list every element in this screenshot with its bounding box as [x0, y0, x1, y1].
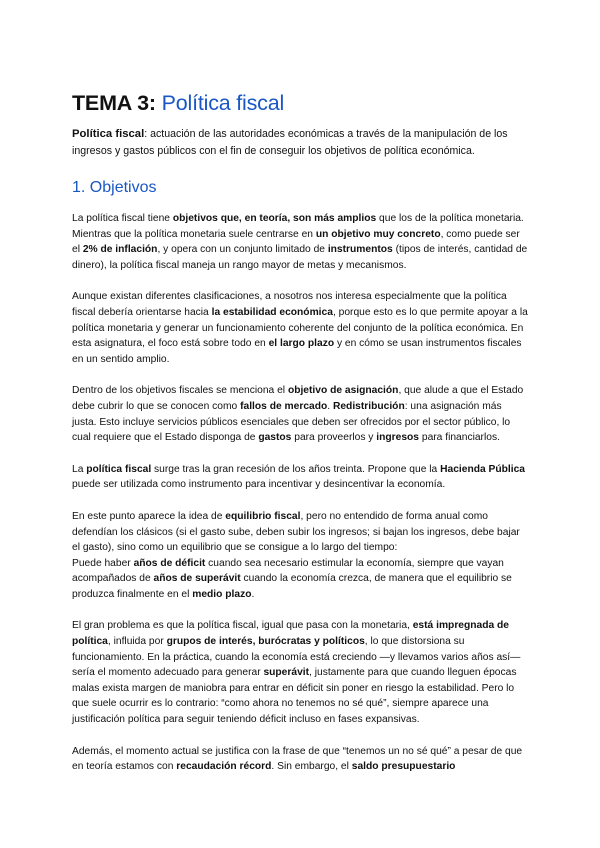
definition-term: Política fiscal [72, 128, 145, 140]
text-run: (tipos de interés, cantidad de dinero), la política fiscal maneja un rango mayor de metas y mecanismos. [72, 244, 528, 271]
bold-text: grupos de interés, burócratas y políticos [166, 636, 365, 648]
bold-text: objetivo de asignación [287, 385, 399, 397]
bold-text: objetivos que, en teoría, son más amplios [172, 213, 377, 224]
text-run: , porque esto es lo que permite apoyar a la política monetaria y generar un funcionamiento coherente del conjunto de la política económica. En esta asignatura, el foco está sobre todo en [72, 306, 528, 350]
section-body [72, 211, 528, 791]
definition-paragraph [72, 126, 528, 160]
body-paragraph [72, 509, 528, 603]
text-run: que los de la política monetaria. Mientras que la política monetaria suele centrarse en [72, 213, 524, 240]
text-run: Además, el momento actual se justifica con la frase de que “tenemos un no sé qué” a pesar de que en teoría estamos con [72, 745, 523, 773]
bold-text: Redistribución [332, 400, 405, 412]
text-run: , influida por [107, 636, 167, 648]
bold-text: equilibrio fiscal [225, 510, 301, 522]
text-run: Puede haber [72, 557, 134, 569]
bold-text: el largo plazo [268, 338, 335, 350]
text-run: puede ser utilizada como instrumento para incentivar y desincentivar la economía. [72, 479, 446, 491]
body-paragraph [72, 289, 528, 367]
bold-text: recaudación récord [176, 761, 272, 773]
text-run: La [72, 463, 87, 475]
text-run: cuando sea necesario estimular la economía, siempre que vayan acompañados de [72, 557, 504, 585]
text-run: En este punto aparece la idea de [72, 510, 226, 522]
text-run: Aunque existan diferentes clasificaciones, a nosotros nos interesa especialmente que la política fiscal debería orientarse hacia [72, 291, 507, 318]
bold-text: un objetivo muy concreto [315, 228, 441, 240]
text-run: . [251, 588, 255, 600]
body-paragraph [72, 618, 528, 727]
text-run: para financiarlos. [419, 432, 500, 444]
bold-text: la estabilidad económica [211, 306, 333, 318]
title-prefix: TEMA 3: [72, 91, 156, 115]
text-run: . Sin embargo, el [271, 761, 352, 773]
text-run: para proveerlos y [291, 432, 377, 444]
title-topic: Política fiscal [161, 91, 285, 115]
body-paragraph [72, 383, 528, 445]
bold-text: ingresos [376, 432, 420, 444]
body-paragraph [72, 211, 528, 273]
body-paragraph [72, 462, 528, 493]
bold-text: gastos [258, 432, 292, 444]
bold-text: instrumentos [327, 244, 393, 256]
text-run: , pero no entendido de forma anual como defendían los clásicos (si el gasto sube, deben subir los ingresos; si bajan los ingresos, debe bajar el gasto), sino como un equilibrio que se consigue a lo largo del tiempo: [72, 510, 520, 554]
text-run: surge tras la gran recesión de los años treinta. Propone que la [151, 463, 441, 475]
text-run: , justamente para que cuando lleguen épocas malas exista margen de maniobra para entrar en déficit sin poner en riesgo la estabilidad. Pero lo que suele ocurrir es lo contrario: “como ahora no tenemos no sé qué”, siempre aparece una justificación política para seguir teniendo déficit incluso en fases expansivas. [72, 667, 517, 726]
bold-text: saldo presupuestario [351, 761, 456, 773]
bold-text: medio plazo [192, 588, 252, 600]
text-run: El gran problema es que la política fiscal, igual que pasa con la monetaria, [72, 620, 413, 632]
text-run: cuando la economía crezca, de manera que el equilibrio se produzca finalmente en el [72, 573, 512, 600]
body-paragraph [72, 744, 528, 775]
bold-text: Hacienda Pública [440, 463, 525, 475]
text-run: . [327, 400, 333, 412]
section-heading: 1. Objetivos [72, 179, 157, 196]
text-run: , como puede ser el [72, 228, 520, 256]
text-run: : una asignación más justa. Esto incluye servicios públicos esenciales que deben ser ofrecidos por el sector público, lo cual requiere que el Estado disponga de [72, 400, 511, 444]
bold-text: política fiscal [86, 463, 152, 475]
text-run: y en cómo se usan instrumentos fiscales en un sentido amplio. [72, 338, 522, 365]
bold-text: 2% de inflación [82, 244, 158, 256]
bold-text: años de superávit [153, 573, 241, 585]
bold-text: años de déficit [133, 557, 206, 569]
text-run: La política fiscal tiene [72, 213, 173, 224]
text-run: , que alude a que el Estado debe cubrir lo que se conocen como [72, 385, 524, 412]
text-run: , lo que distorsiona su funcionamiento. En la práctica, cuando la economía está creciendo —y llevamos varios años así— sería el momento adecuado para generar [72, 636, 521, 679]
text-run: , y opera con un conjunto limitado de [157, 244, 328, 256]
definition-text: : actuación de las autoridades económicas a través de la manipulación de los ingresos y gastos públicos con el fin de conseguir los objetivos de política económica. [72, 128, 508, 157]
document-title [72, 88, 284, 118]
bold-text: superávit [263, 667, 310, 679]
bold-text: fallos de mercado [240, 400, 328, 412]
bold-text: está impregnada de política [72, 620, 510, 648]
text-run: Dentro de los objetivos fiscales se menciona el [72, 385, 288, 397]
